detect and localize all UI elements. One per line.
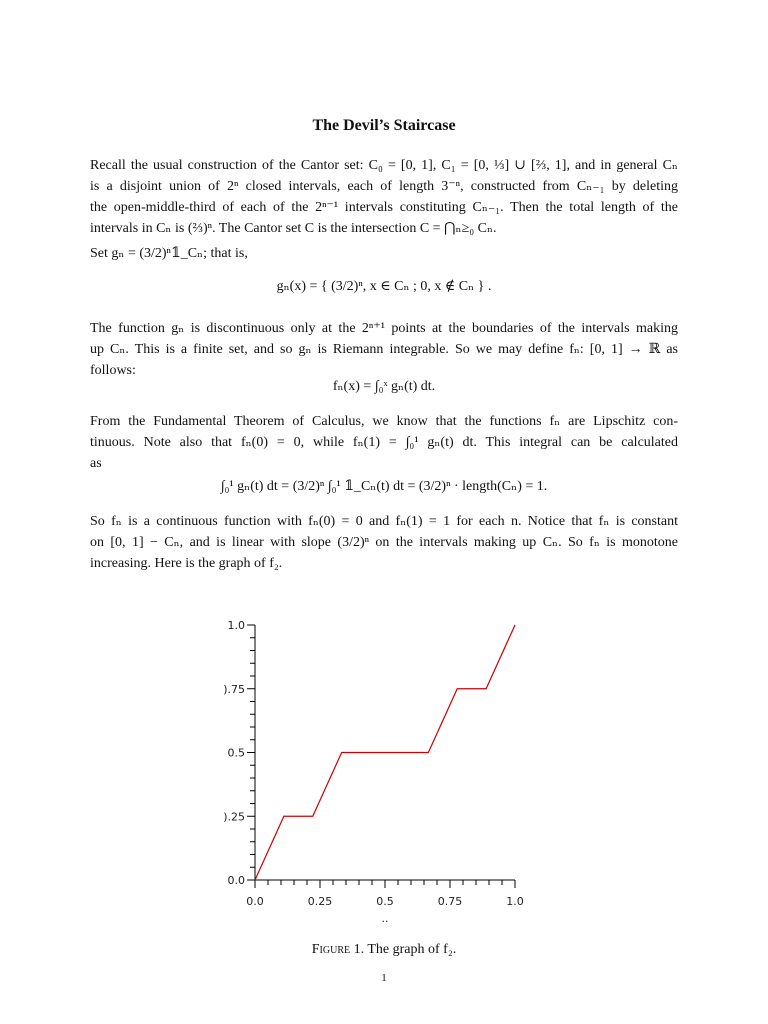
chart-tick-labels [223, 619, 524, 925]
figure-caption [0, 942, 768, 958]
x-tick-label: 1.0 [506, 895, 524, 908]
text-line: Recall the usual construction of the Cantor set: C₀ = [0, 1], C₁ = [0, ⅓] ∪ [⅔, 1], and in general Cₙ [90, 158, 678, 173]
paragraph-define-g [90, 243, 678, 264]
text-line: the open-middle-third of each of the 2ⁿ⁻¹ intervals constituting Cₙ₋₁. Then the total length of the [90, 200, 678, 215]
text-line: increasing. Here is the graph of f₂. [90, 556, 283, 571]
y-tick-label: 1.0 [227, 619, 245, 632]
text-line: up Cₙ. This is a finite set, and so gₙ is Riemann integrable. So we may define fₙ: [0, 1] → ℝ as [90, 342, 678, 357]
text-line: intervals in Cₙ is (⅔)ⁿ. The Cantor set C is the intersection C = ⋂ₙ≥₀ Cₙ. [90, 221, 497, 236]
y-tick-label: 0.0 [227, 874, 245, 887]
text-line: tinuous. Note also that fₙ(0) = 0, while fₙ(1) = ∫₀¹ gₙ(t) dt. This integral can be calculated [90, 435, 678, 450]
y-tick-label: ).25 [223, 810, 245, 824]
x-tick-label: 0.75 [437, 895, 463, 908]
staircase-chart [200, 610, 540, 930]
text-line: So fₙ is a continuous function with fₙ(0) = 0 and fₙ(1) = 1 for each n. Notice that fₙ is constant [90, 514, 678, 529]
text-line: follows: [90, 363, 136, 378]
y-tick-label: 0.5 [227, 746, 245, 760]
paragraph-riemann-integrable [90, 318, 678, 381]
x-axis-label: .. [381, 912, 389, 925]
equation-f-definition: fₙ(x) = ∫₀ˣ gₙ(t) dt. [332, 379, 436, 394]
y-tick-label: ).75 [223, 682, 245, 696]
text-line: The function gₙ is discontinuous only at the 2ⁿ⁺¹ points at the boundaries of the intervals making [90, 321, 678, 336]
f2-series-line [255, 625, 515, 880]
figure-caption-text: The graph of f₂. [367, 942, 457, 957]
text-line: Set gₙ = (3/2)ⁿ𝟙_Cₙ; that is, [90, 246, 248, 261]
equation-g-definition: gₙ(x) = { (3/2)ⁿ, x ∈ Cₙ ; 0, x ∉ Cₙ } . [276, 279, 492, 294]
x-tick-label: 0.0 [246, 895, 264, 908]
text-line: is a disjoint union of 2ⁿ closed intervals, each of length 3⁻ⁿ, constructed from Cₙ₋₁ by deleting [90, 179, 678, 194]
page-title: The Devil’s Staircase [312, 117, 456, 134]
equation-integral: ∫₀¹ gₙ(t) dt = (3/2)ⁿ ∫₀¹ 𝟙_Cₙ(t) dt = (3/2)ⁿ · length(Cₙ) = 1. [220, 479, 548, 494]
chart-series [255, 625, 515, 880]
text-line: From the Fundamental Theorem of Calculus, we know that the functions fₙ are Lipschitz con- [90, 414, 678, 429]
paragraph-lipschitz [90, 411, 678, 474]
x-tick-label: 0.25 [307, 895, 333, 908]
page-number: 1 [381, 972, 387, 984]
text-line: on [0, 1] − Cₙ, and is linear with slope (3/2)ⁿ on the intervals making up Cₙ. So fₙ is monotone [90, 535, 678, 550]
paragraph-cantor-construction [90, 155, 678, 239]
x-tick-label: 0.5 [376, 895, 394, 908]
text-line: as [90, 456, 102, 471]
figure-label: Figure 1. [311, 942, 365, 957]
chart-ticks [247, 625, 515, 888]
paragraph-monotone [90, 511, 678, 574]
